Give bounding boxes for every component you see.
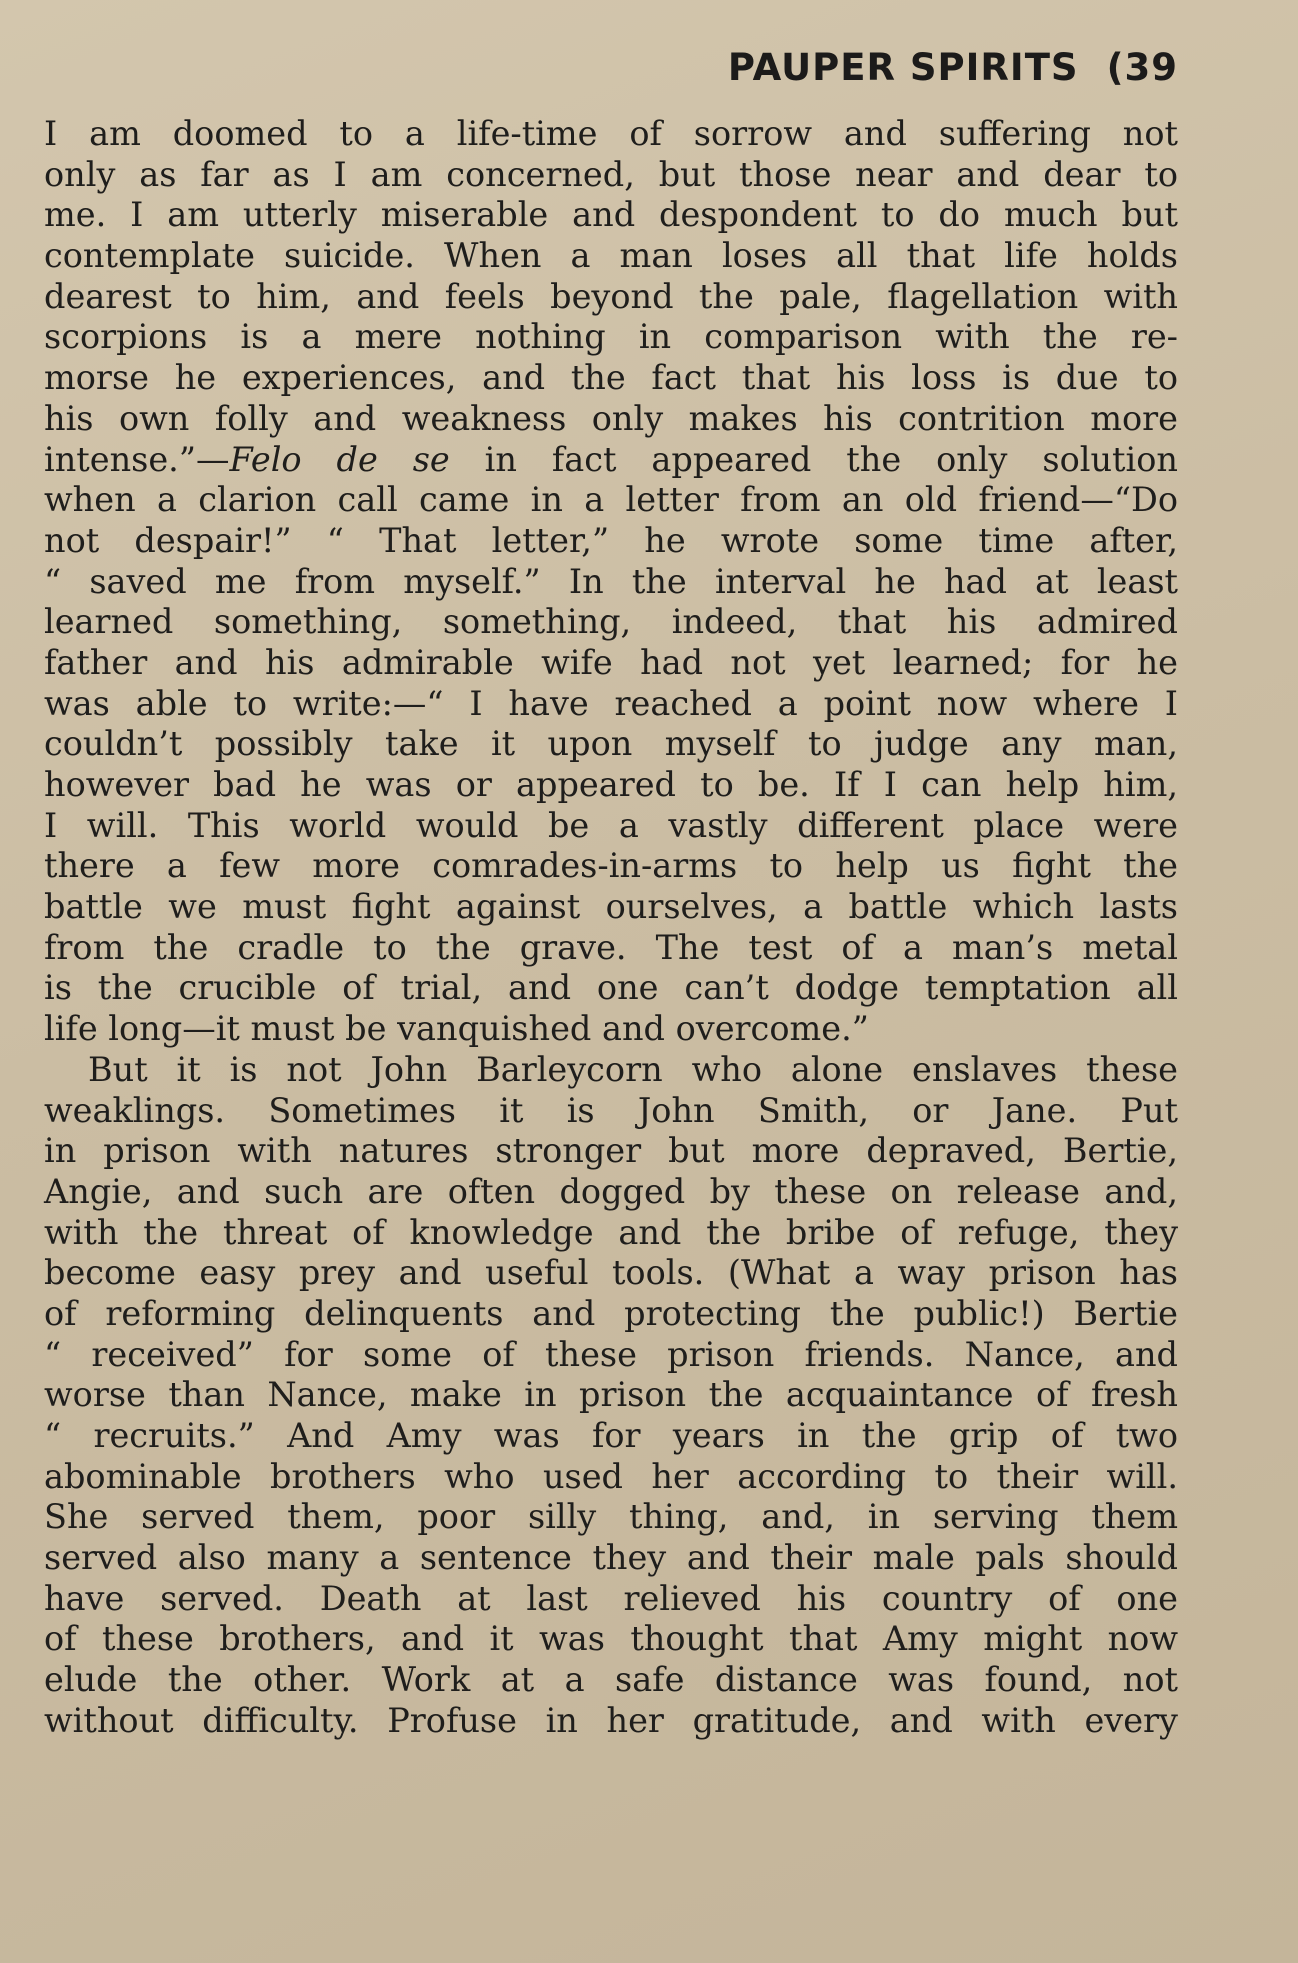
page-number: (39 <box>1106 46 1178 89</box>
text-line: is the crucible of trial, and one can’t dodge temptation all <box>44 968 1178 1008</box>
text-line: scorpions is a mere nothing in comparison with the re- <box>44 317 1178 357</box>
text-line: me. I am utterly miserable and despondent to do much but <box>44 195 1178 235</box>
text-line: elude the other. Work at a safe distance was found, not <box>44 1660 1178 1700</box>
text-line: only as far as I am concerned, but those near and dear to <box>44 154 1178 194</box>
text-line: contemplate suicide. When a man loses all that life holds <box>44 236 1178 276</box>
text-line: worse than Nance, make in prison the acquaintance of fresh <box>44 1375 1178 1415</box>
text-line: She served them, poor silly thing, and, in serving them <box>44 1497 1178 1537</box>
text-line: when a clarion call came in a letter from an old friend—“Do <box>44 480 1178 520</box>
body-text <box>44 114 1178 1742</box>
text-line-with-italic <box>44 440 1178 481</box>
line-text-before-italic: intense.”— <box>44 439 230 479</box>
text-line: of these brothers, and it was thought that Amy might now <box>44 1619 1178 1659</box>
text-line: from the cradle to the grave. The test of a man’s metal <box>44 927 1178 967</box>
text-line: was able to write:—“ I have reached a point now where I <box>44 683 1178 723</box>
running-head-title: PAUPER SPIRITS <box>727 46 1079 89</box>
text-line: I will. This world would be a vastly different place were <box>44 805 1178 845</box>
line-text-after-italic: in fact appeared the only solution <box>449 439 1178 479</box>
running-head <box>728 46 1178 89</box>
text-line: without difficulty. Profuse in her gratitude, and with every <box>44 1700 1178 1740</box>
text-line: weaklings. Sometimes it is John Smith, or Jane. Put <box>44 1090 1178 1130</box>
text-line-paragraph-start: But it is not John Barleycorn who alone enslaves these <box>88 1049 1178 1089</box>
text-line: of reforming delinquents and protecting the public!) Bertie <box>44 1293 1178 1333</box>
text-line-paragraph-end: life long—it must be vanquished and overcome.” <box>44 1009 869 1049</box>
text-line: I am doomed to a life-time of sorrow and suffering not <box>44 114 1178 153</box>
text-line: “ recruits.” And Amy was for years in the grip of two <box>44 1416 1178 1455</box>
italic-phrase: Felo de se <box>229 439 450 479</box>
text-line: in prison with natures stronger but more depraved, Bertie, <box>44 1131 1178 1171</box>
text-line: learned something, something, indeed, that his admired <box>44 602 1178 642</box>
text-line: father and his admirable wife had not yet learned; for he <box>44 642 1178 682</box>
text-line: “ received” for some of these prison friends. Nance, and <box>44 1334 1178 1374</box>
text-line: there a few more comrades-in-arms to help us fight the <box>44 846 1178 886</box>
text-line: become easy prey and useful tools. (What a way prison has <box>44 1253 1178 1293</box>
text-line: not despair!” “ That letter,” he wrote some time after, <box>44 520 1178 560</box>
text-line: have served. Death at last relieved his country of one <box>44 1578 1178 1618</box>
text-line: abominable brothers who used her according to their will. <box>44 1456 1178 1496</box>
text-line: with the threat of knowledge and the bribe of refuge, they <box>44 1212 1178 1252</box>
text-line: his own folly and weakness only makes his contrition more <box>44 398 1178 438</box>
text-line: couldn’t possibly take it upon myself to judge any man, <box>44 724 1178 764</box>
text-line: morse he experiences, and the fact that his loss is due to <box>44 358 1178 398</box>
text-line: Angie, and such are often dogged by these on release and, <box>44 1171 1178 1211</box>
text-line: “ saved me from myself.” In the interval he had at least <box>44 561 1178 601</box>
text-line: battle we must fight against ourselves, a battle which lasts <box>44 887 1178 927</box>
text-line: dearest to him, and feels beyond the pale, flagellation with <box>44 276 1178 316</box>
text-line: however bad he was or appeared to be. If I can help him, <box>44 765 1178 804</box>
text-line: served also many a sentence they and their male pals should <box>44 1538 1178 1578</box>
